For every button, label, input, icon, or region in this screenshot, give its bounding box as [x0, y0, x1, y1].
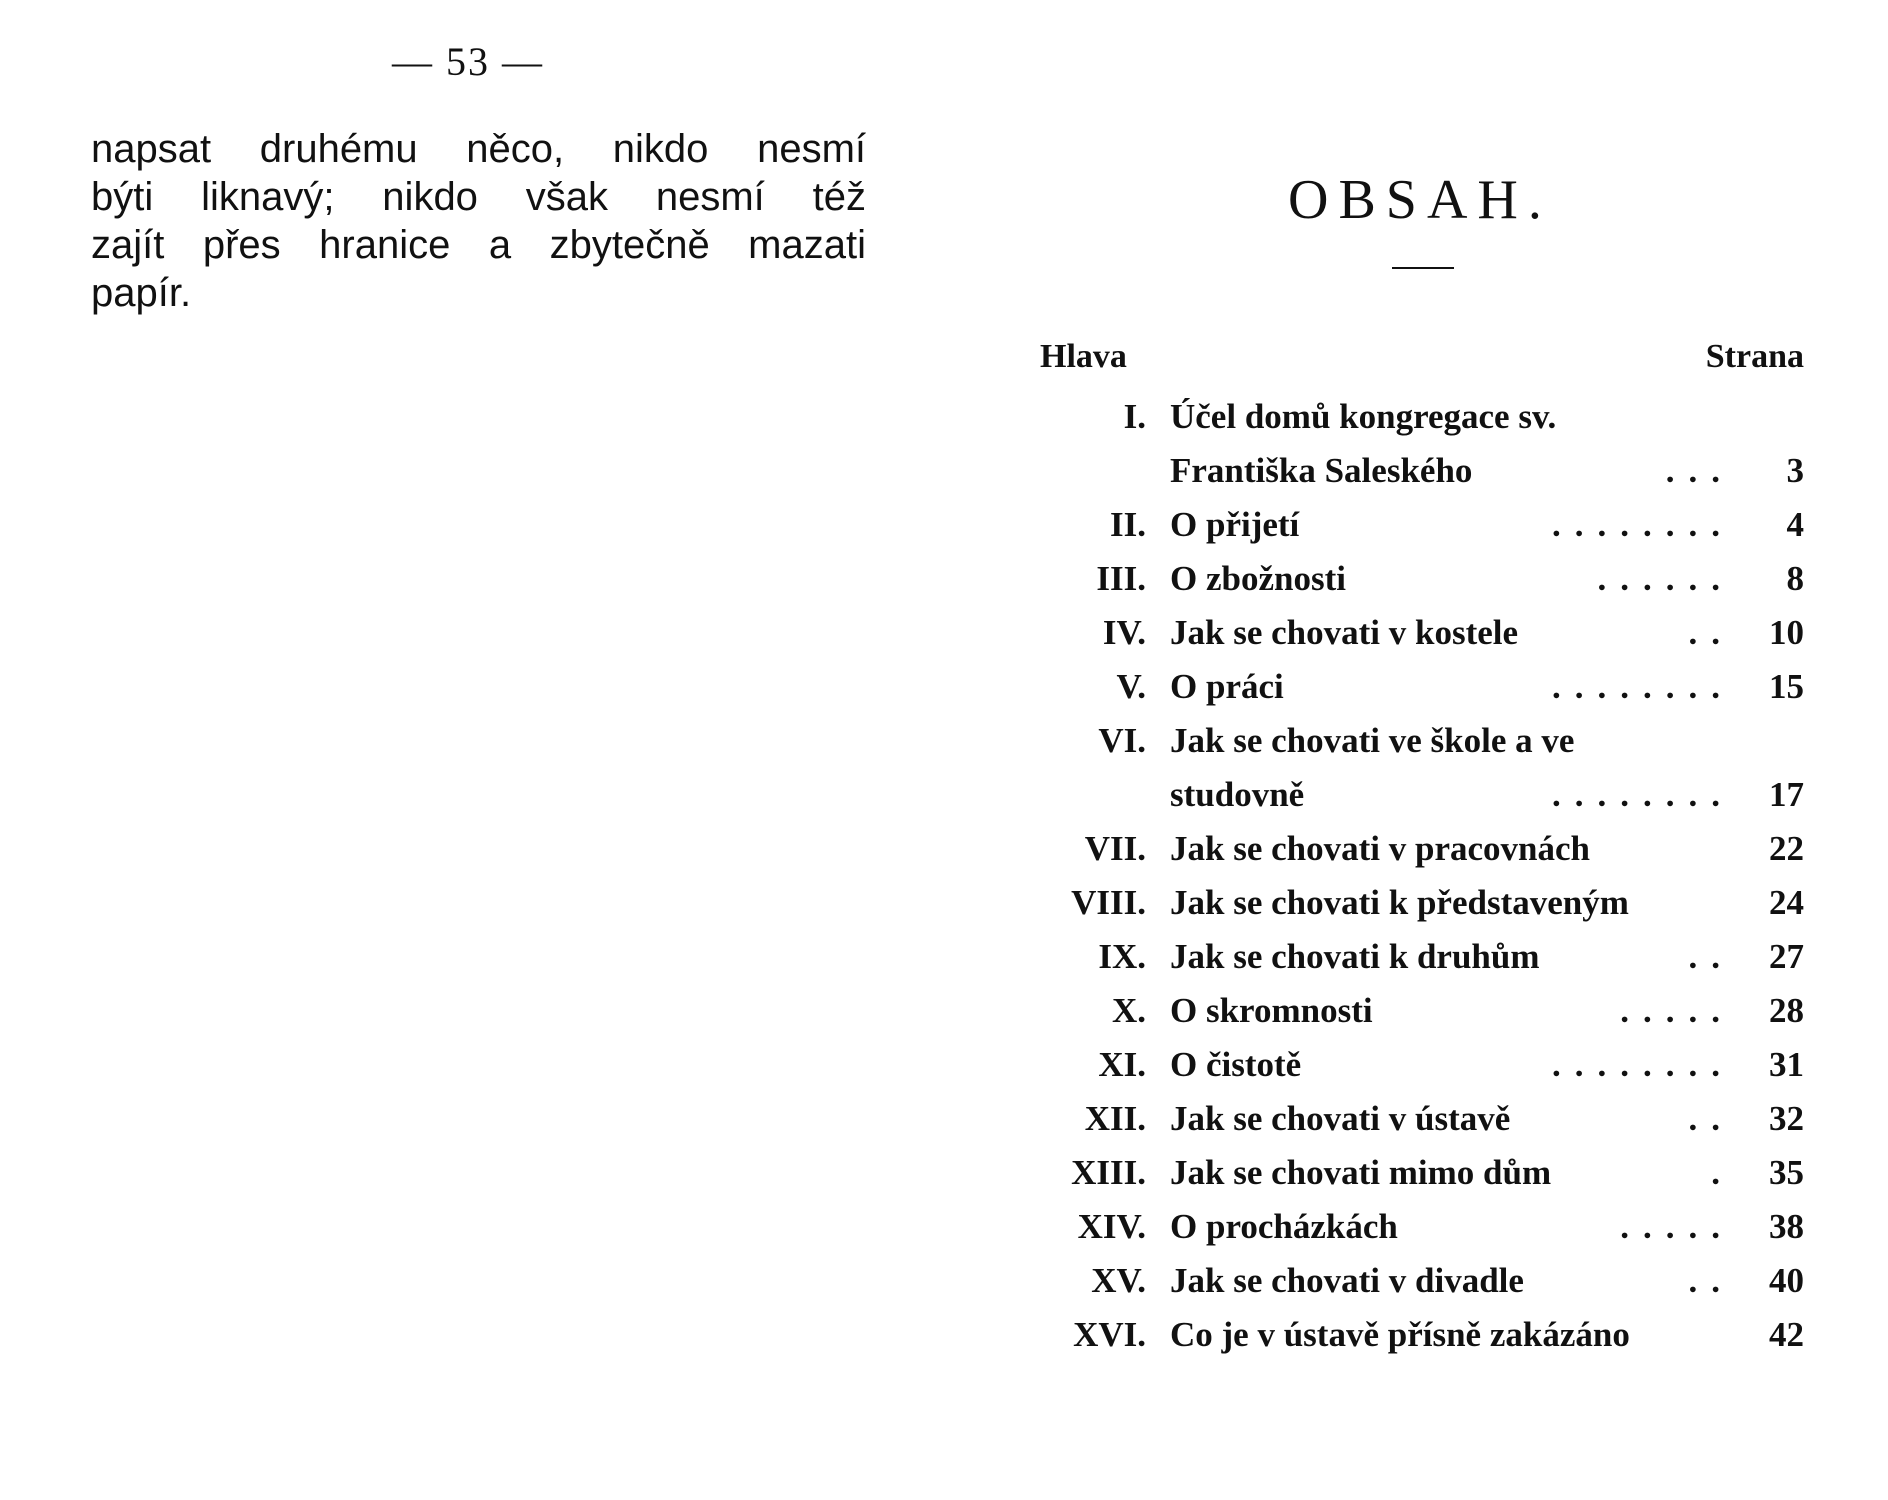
body-line: zajít přes hranice a zbytečně mazati: [91, 223, 866, 267]
chapter-title: Jak se chovati k představeným: [1170, 883, 1629, 922]
page-reference: 32: [1769, 1099, 1804, 1138]
chapter-title: O skromnosti: [1170, 991, 1373, 1030]
dot-leader: [1566, 390, 1734, 444]
dot-leader: [1640, 1308, 1734, 1362]
toc-list: [1040, 390, 1804, 1362]
page-reference: 35: [1769, 1153, 1804, 1192]
page-reference: 42: [1769, 1315, 1804, 1354]
page-reference: 10: [1769, 613, 1804, 652]
toc-entry: [1040, 984, 1804, 1038]
chapter-number: XIII.: [1071, 1153, 1146, 1192]
chapter-number: III.: [1096, 559, 1146, 598]
body-line: napsat druhému něco, nikdo nesmí: [91, 127, 866, 171]
chapter-title-wrap: [1170, 498, 1734, 552]
page-reference: 38: [1769, 1207, 1804, 1246]
toc-entry: [1040, 444, 1804, 498]
dot-leader: ........: [1552, 1045, 1734, 1084]
toc-entry: [1040, 390, 1804, 444]
chapter-title: O čistotě: [1170, 1045, 1302, 1084]
dot-leader: .: [1711, 1153, 1734, 1192]
chapter-title-wrap: [1170, 714, 1734, 768]
chapter-title-wrap: [1170, 1308, 1734, 1362]
dot-leader: ......: [1597, 559, 1734, 598]
toc-entry: [1040, 1200, 1804, 1254]
page-reference: 28: [1769, 991, 1804, 1030]
chapter-number: VIII.: [1071, 883, 1146, 922]
chapter-number: IX.: [1098, 937, 1146, 976]
body-line: býti liknavý; nikdo však nesmí též: [91, 175, 866, 219]
toc-entry: [1040, 1092, 1804, 1146]
chapter-number: XII.: [1084, 1099, 1146, 1138]
toc-entry: [1040, 1038, 1804, 1092]
right-page: [944, 0, 1888, 1500]
chapter-title: Jak se chovati v ústavě: [1170, 1099, 1511, 1138]
chapter-number: XIV.: [1077, 1207, 1146, 1246]
chapter-title-wrap: [1170, 1092, 1734, 1146]
dot-leader: .....: [1620, 1207, 1734, 1246]
chapter-number: VII.: [1084, 829, 1146, 868]
chapter-title-wrap: [1170, 390, 1734, 444]
chapter-title-wrap: [1170, 1200, 1734, 1254]
chapter-number: I.: [1123, 397, 1146, 436]
chapter-title: Jak se chovati k druhům: [1170, 937, 1540, 976]
chapter-title: Jak se chovati v pracovnách: [1170, 829, 1590, 868]
chapter-title-wrap: [1170, 606, 1734, 660]
chapter-title-wrap: [1170, 876, 1734, 930]
chapter-title-wrap: [1170, 930, 1734, 984]
body-text: [91, 125, 866, 317]
toc-entry: [1040, 1146, 1804, 1200]
page-column-header: Strana: [1705, 338, 1804, 375]
page-reference: 27: [1769, 937, 1804, 976]
dot-leader: .....: [1620, 991, 1734, 1030]
chapter-title-wrap: [1170, 822, 1734, 876]
dot-leader: ........: [1552, 505, 1734, 544]
chapter-number: VI.: [1098, 721, 1146, 760]
chapter-number: IV.: [1102, 613, 1146, 652]
page-number: — 53 —: [392, 39, 544, 84]
toc-header: [1040, 338, 1804, 386]
chapter-title: Jak se chovati mimo dům: [1170, 1153, 1552, 1192]
page-reference: 40: [1769, 1261, 1804, 1300]
chapter-title: Františka Saleského: [1170, 451, 1473, 490]
dot-leader: ...: [1665, 451, 1734, 490]
toc-entry: [1040, 1254, 1804, 1308]
dot-leader: ..: [1688, 613, 1734, 652]
chapter-title: O zbožnosti: [1170, 559, 1346, 598]
chapter-title-wrap: [1170, 768, 1734, 822]
chapter-title-wrap: [1170, 1254, 1734, 1308]
dot-leader: ........: [1552, 667, 1734, 706]
chapter-column-header: Hlava: [1040, 338, 1127, 375]
chapter-title-wrap: [1170, 984, 1734, 1038]
page-reference: 15: [1769, 667, 1804, 706]
chapter-title-wrap: [1170, 1038, 1734, 1092]
chapter-title-wrap: [1170, 552, 1734, 606]
chapter-title-wrap: [1170, 444, 1734, 498]
body-line: papír.: [91, 271, 192, 315]
chapter-title: Jak se chovati ve škole a ve: [1170, 721, 1575, 760]
chapter-number: XVI.: [1073, 1315, 1146, 1354]
toc-entry: [1040, 876, 1804, 930]
dot-leader: ..: [1688, 937, 1734, 976]
page-reference: 31: [1769, 1045, 1804, 1084]
chapter-title-wrap: [1170, 1146, 1734, 1200]
chapter-title: O práci: [1170, 667, 1284, 706]
dot-leader: ........: [1552, 775, 1734, 814]
page-reference: 22: [1769, 829, 1804, 868]
chapter-title: Co je v ústavě přísně zakázáno: [1170, 1315, 1630, 1354]
toc-title: OBSAH.: [1288, 169, 1552, 231]
toc-entry: [1040, 930, 1804, 984]
chapter-title-wrap: [1170, 660, 1734, 714]
toc-entry: [1040, 606, 1804, 660]
chapter-number: II.: [1110, 505, 1146, 544]
toc-entry: [1040, 822, 1804, 876]
toc-entry: [1040, 1308, 1804, 1362]
page-reference: 17: [1769, 775, 1804, 814]
chapter-number: X.: [1111, 991, 1146, 1030]
chapter-title: Jak se chovati v kostele: [1170, 613, 1519, 652]
toc-entry: [1040, 552, 1804, 606]
dot-leader: ..: [1688, 1099, 1734, 1138]
page-reference: 8: [1786, 559, 1804, 598]
toc-entry: [1040, 660, 1804, 714]
chapter-number: XI.: [1098, 1045, 1146, 1084]
chapter-title: Jak se chovati v divadle: [1170, 1261, 1524, 1300]
page-reference: 3: [1786, 451, 1804, 490]
page-reference: 24: [1769, 883, 1804, 922]
dot-leader: [1584, 714, 1734, 768]
chapter-title: O přijetí: [1170, 505, 1300, 544]
toc-entry: [1040, 714, 1804, 768]
toc-entry: [1040, 498, 1804, 552]
toc-entry: [1040, 768, 1804, 822]
chapter-title: studovně: [1170, 775, 1305, 814]
dot-leader: [1639, 876, 1734, 930]
page-reference: 4: [1786, 505, 1804, 544]
dot-leader: ..: [1688, 1261, 1734, 1300]
title-rule: [1392, 267, 1454, 269]
chapter-title: O procházkách: [1170, 1207, 1398, 1246]
chapter-title: Účel domů kongregace sv.: [1170, 397, 1557, 436]
chapter-number: V.: [1116, 667, 1146, 706]
chapter-number: XV.: [1091, 1261, 1146, 1300]
dot-leader: [1600, 822, 1734, 876]
